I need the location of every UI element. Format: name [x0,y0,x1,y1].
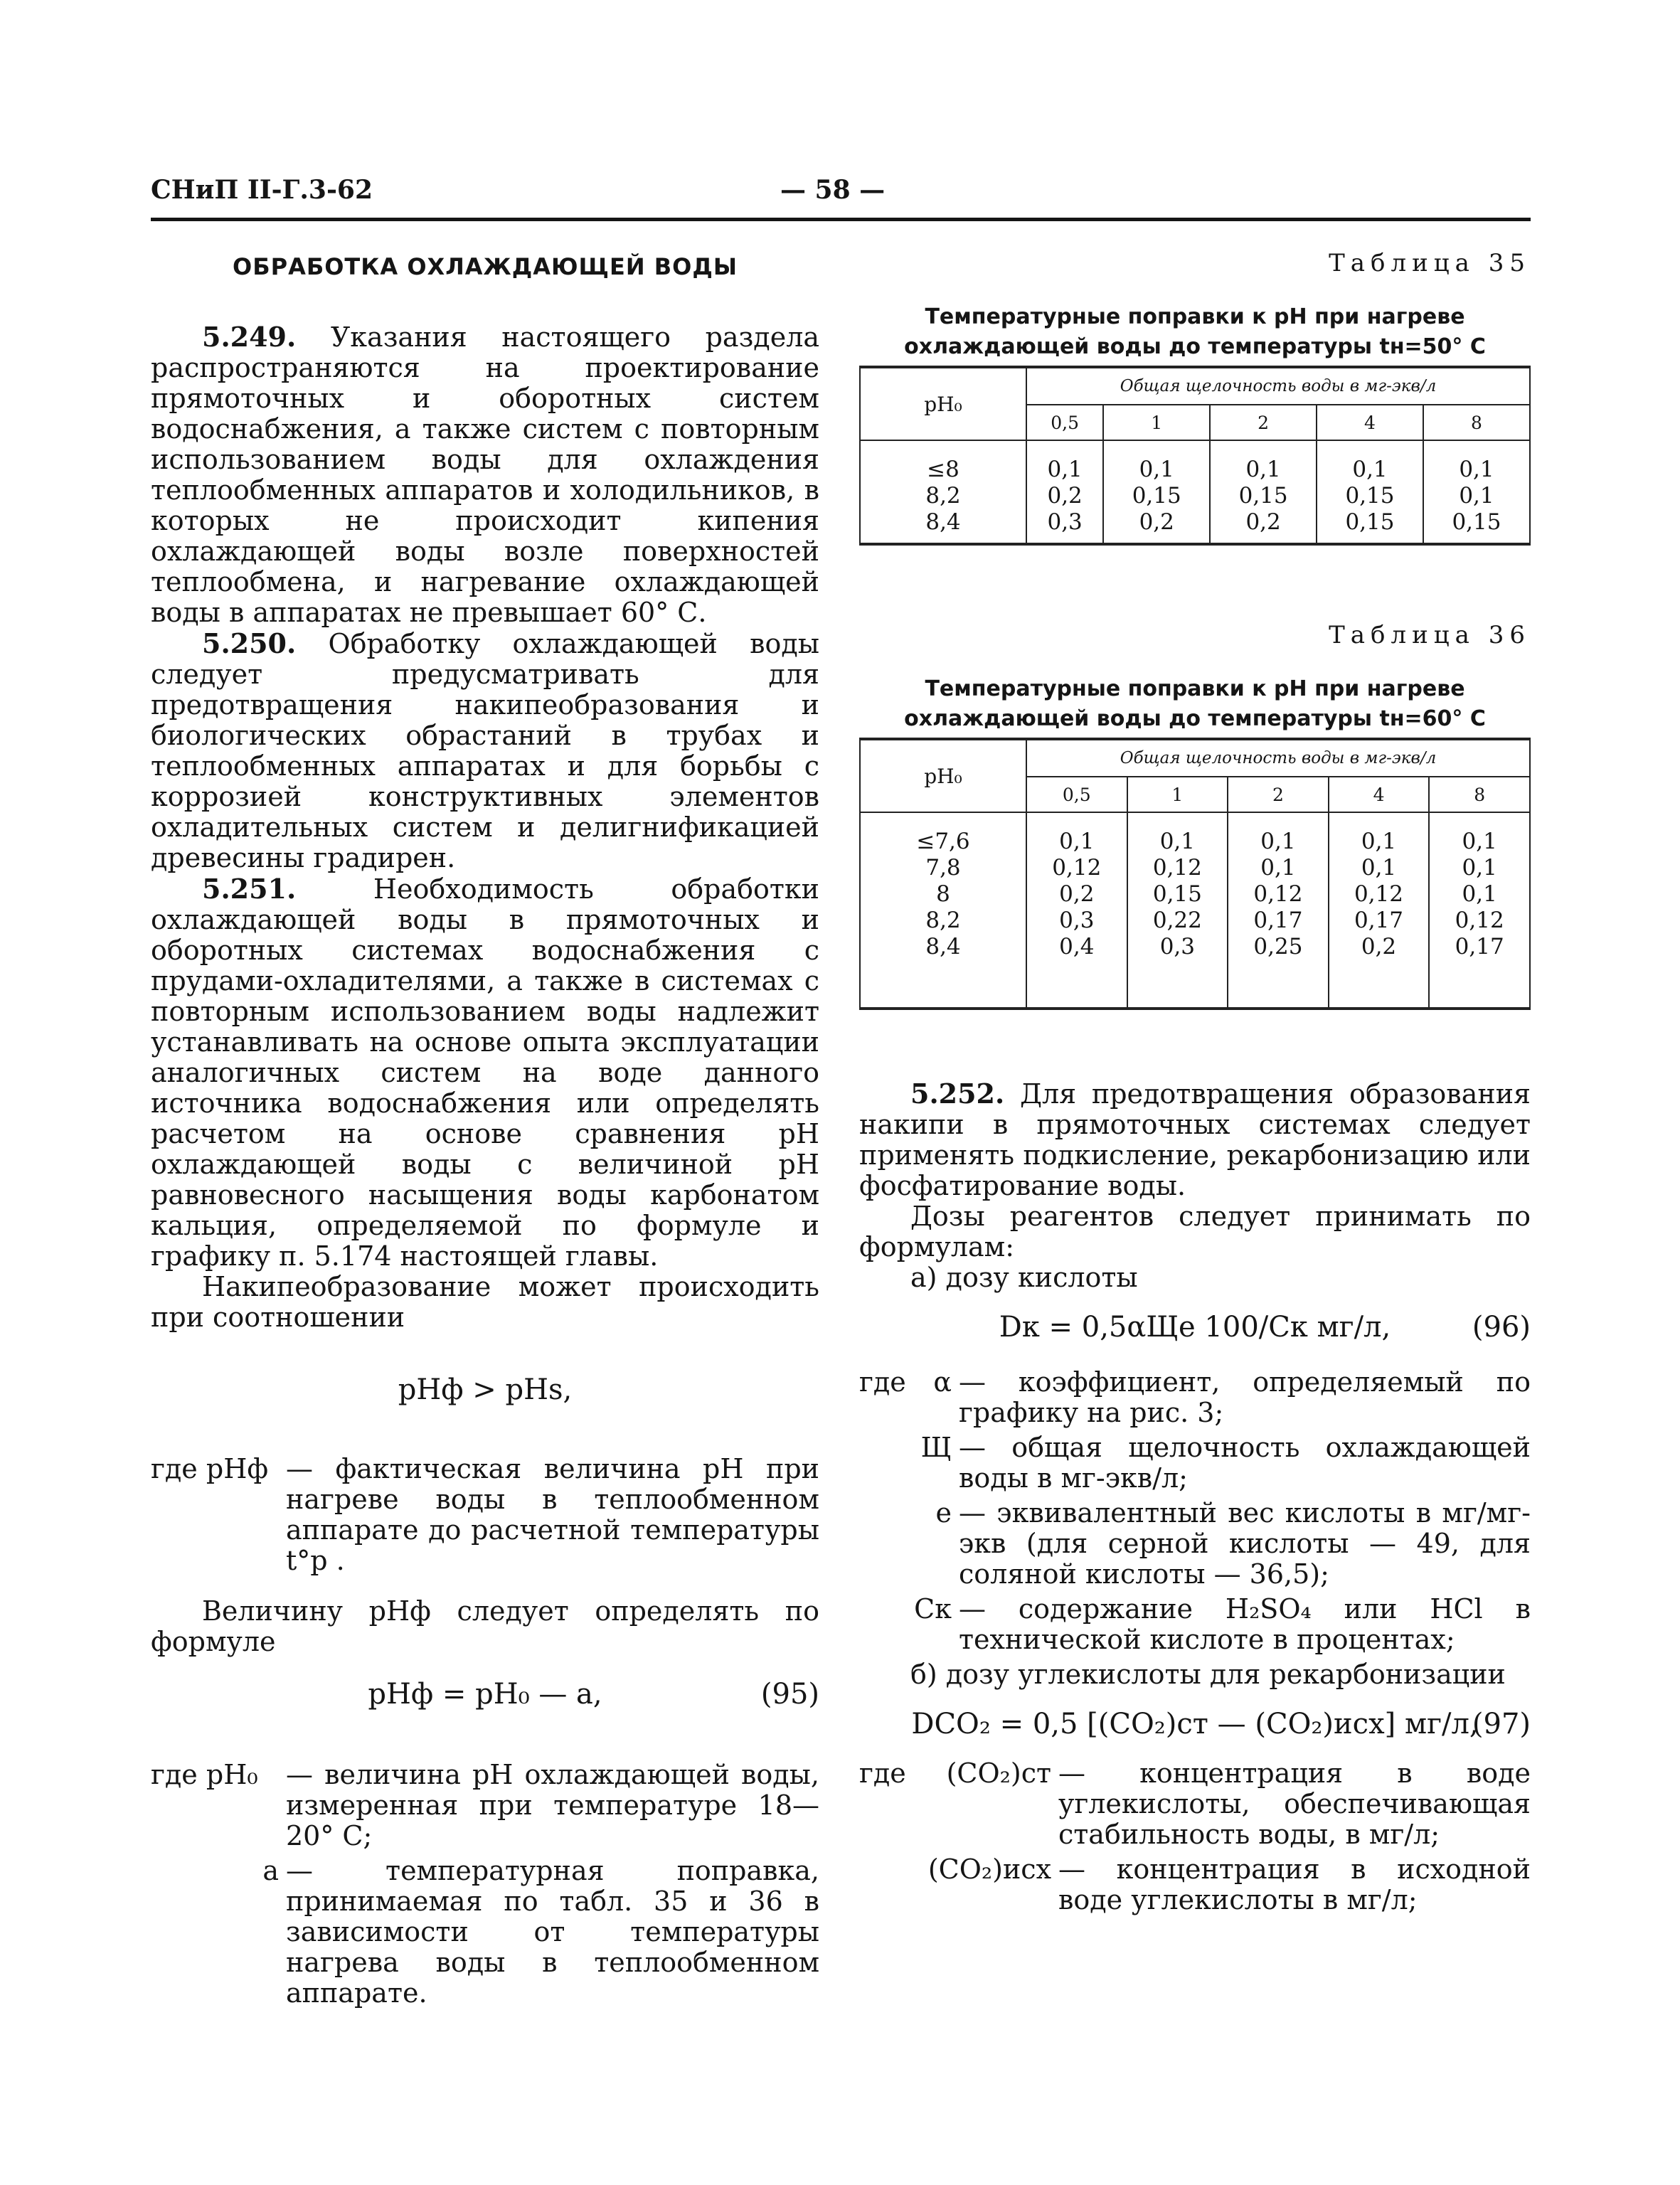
column-values [1228,812,1329,1009]
col-header: 2 [1228,777,1329,812]
cell-value: 0,12 [1455,908,1504,933]
cell-value: 0,1 [1462,881,1497,907]
right-column [859,249,1531,1920]
col-header: 1 [1103,405,1210,440]
where-description: — содержание H₂SO₄ или HCl в технической кислоте в процентах; [959,1593,1531,1655]
where-description: — концентрация в воде углекислоты, обеспечивающая стабильность воды, в мг/л; [1058,1758,1531,1850]
cell-value: 0,1 [1245,457,1281,482]
formula-text: DCO₂ = 0,5 [(CO₂)ст — (CO₂)исх] мг/л, [911,1708,1479,1740]
formula-97 [859,1703,1531,1745]
cell-value: 0,1 [1260,855,1296,881]
formula-ph-condition: pHф > pHs, [398,1373,573,1406]
column-values [1210,440,1317,544]
table-35-block [859,249,1531,546]
cell-value: 0,1 [1462,855,1497,881]
where-ck [859,1594,1531,1655]
paragraph-text: Указания настоящего раздела распространяются на проектирование прямоточных и оборотных систем водоснабжения, а также систем с повторным использованием воды для охлаждения теплообменных аппаратов и холодильников, в которых не происходит кипения охлаждающей воды возле поверхностей теплообмена, и нагревание охлаждающей воды в аппаратах не превышает 60° С. [151,321,819,628]
cell-value: 0,15 [1452,509,1501,535]
where-co2-ish [859,1854,1531,1915]
cell-value: 0,17 [1354,908,1404,933]
paragraph-5-252 [859,1078,1531,1201]
ph-values [860,812,1026,1009]
cell-value: 0,1 [1361,829,1397,854]
cell-value: 0,1 [1139,457,1174,482]
cell-value: 0,3 [1059,908,1095,933]
where-symbol: α [933,1366,952,1398]
col-header: 4 [1329,777,1430,812]
paragraph-5-249 [151,321,819,628]
column-values [1026,440,1103,544]
ph-header: pH₀ [860,739,1026,812]
formula-text: pHф = pH₀ — a, [368,1678,602,1711]
header-rule [151,218,1531,221]
ph-value: 7,8 [925,855,961,881]
cell-value: 0,2 [1361,934,1397,959]
where-shch [859,1432,1531,1494]
table-title-line-2: охлаждающей воды до температуры tн=60° С [904,706,1486,731]
alkalinity-header: Общая щелочность воды в мг-экв/л [1026,739,1530,777]
where-label: где [859,1758,906,1789]
column-values [1026,812,1127,1009]
ph-value: 8,4 [925,509,961,535]
ph-value: 8,2 [925,908,961,933]
column-values [1317,440,1423,544]
document-code: СНиП II-Г.3-62 [151,175,373,205]
right-text [859,1078,1531,1915]
formula-number: (96) [1472,1311,1531,1344]
paragraph-5-250 [151,628,819,873]
section-title: ОБРАБОТКА ОХЛАЖДАЮЩЕЙ ВОДЫ [233,253,738,280]
cell-value: 0,12 [1052,855,1102,881]
col-header: 8 [1423,405,1530,440]
where-a [151,1856,819,2009]
formula-number: (95) [760,1678,819,1711]
paragraph-doses: Дозы реагентов следует принимать по формулам: [859,1201,1531,1262]
cell-value: 0,17 [1253,908,1303,933]
col-header: 4 [1317,405,1423,440]
table-36-block [859,621,1531,1010]
column-values [1423,440,1530,544]
cell-value: 0,15 [1345,483,1395,509]
column-values [1103,440,1210,544]
cell-value: 0,15 [1152,881,1202,907]
page-number: — 58 — [780,175,886,205]
cell-value: 0,1 [1047,457,1083,482]
col-header: 0,5 [1026,777,1127,812]
cell-value: 0,12 [1253,881,1303,907]
cell-value: 0,1 [1159,829,1196,854]
where-alpha [859,1367,1531,1428]
paragraph-text: Необходимость обработки охлаждающей воды в прямоточных и оборотных системах водоснабжения с прудами-охладителями, а также в системах с повторным использованием воды надлежит устанавливать на основе опыта эксплуатации аналогичных систем на воде данного источника водоснабжения или определять расчетом на основе сравнения pH охлаждающей воды с величиной pH равновесного насыщения воды карбонатом кальция, определяемой по формуле и графику п. 5.174 настоящей главы. [151,873,819,1272]
where-description: — фактическая величина pH при нагреве воды в теплообменном аппарате до расчетной температуры t°р . [286,1453,819,1576]
ph-values [860,440,1026,544]
cell-value: 0,1 [1352,457,1388,482]
ph-value: 8,4 [925,934,961,959]
cell-value: 0,15 [1238,483,1288,509]
cell-value: 0,15 [1345,509,1395,535]
clause-number: 5.249. [202,321,297,353]
cell-value: 0,1 [1459,457,1494,482]
where-co2-st [859,1758,1531,1850]
where-label: где pH₀ [151,1759,258,1790]
paragraph-5-251 [151,873,819,1272]
table-35 [859,366,1531,546]
cell-value: 0,4 [1059,934,1095,959]
cell-value: 0,2 [1245,509,1281,535]
where-description: — общая щелочность охлаждающей воды в мг-экв/л; [959,1432,1531,1494]
formula-text: Dк = 0,5αЩe 100/Cк мг/л, [999,1311,1391,1344]
column-values [1429,812,1530,1009]
col-header: 8 [1429,777,1530,812]
cell-value: 0,17 [1455,934,1504,959]
where-symbol: e [935,1497,952,1529]
cell-value: 0,22 [1152,908,1202,933]
cell-value: 0,1 [1361,855,1397,881]
where-e [859,1498,1531,1590]
table-label: Таблица 35 [1329,249,1531,277]
where-symbol: Щ [920,1432,952,1463]
formula-95 [151,1673,819,1716]
table-title-line-1: Температурные поправки к pH при нагреве [925,676,1465,701]
col-header: 1 [1127,777,1228,812]
ph-header: pH₀ [860,367,1026,440]
clause-number: 5.250. [202,627,297,659]
cell-value: 0,2 [1047,483,1083,509]
where-symbol: (CO₂)исх [927,1854,1051,1885]
cell-value: 0,25 [1253,934,1303,959]
where-description: — температурная поправка, принимаемая по табл. 35 и 36 в зависимости от температуры нагрева воды в теплообменном аппарате. [286,1855,819,2009]
paragraph-text: Для предотвращения образования накипи в прямоточных системах следует применять подкисление, рекарбонизацию или фосфатирование воды. [859,1078,1531,1201]
paragraph-scale-condition: Накипеобразование может происходить при соотношении [151,1271,819,1333]
cell-value: 0,15 [1132,483,1181,509]
where-description: — коэффициент, определяемый по графику на рис. 3; [959,1366,1531,1428]
where-ph-f [151,1454,819,1576]
cell-value: 0,1 [1459,483,1494,509]
clause-number: 5.252. [910,1078,1005,1110]
left-column [151,249,819,2013]
cell-value: 0,1 [1059,829,1095,854]
col-header: 2 [1210,405,1317,440]
cell-value: 0,3 [1159,934,1196,959]
where-label: где [859,1366,906,1398]
where-description: — эквивалентный вес кислоты в мг/мг-экв (для серной кислоты — 49, для соляной кислоты — 36,5); [959,1497,1531,1590]
ph-value: ≤8 [927,457,959,482]
ph-value: 8,2 [925,483,961,509]
cell-value: 0,1 [1260,829,1296,854]
cell-value: 0,1 [1462,829,1497,854]
cell-value: 0,2 [1059,881,1095,907]
cell-value: 0,3 [1047,509,1083,535]
where-label: где pHф [151,1453,269,1484]
cell-value: 0,12 [1354,881,1404,907]
clause-number: 5.251. [202,873,297,905]
where-symbol: a [262,1855,279,1886]
where-description: — величина pH охлаждающей воды, измеренная при температуре 18—20° С; [286,1759,819,1851]
item-b: б) дозу углекислоты для рекарбонизации [910,1659,1506,1690]
col-header: 0,5 [1026,405,1103,440]
alkalinity-header: Общая щелочность воды в мг-экв/л [1026,367,1530,405]
where-description: — концентрация в исходной воде углекислоты в мг/л; [1058,1854,1531,1915]
paragraph-text: Обработку охлаждающей воды следует предусматривать для предотвращения накипеобразования и биологических обрастаний в трубах и теплообменных аппаратах и для борьбы с коррозией конструктивных элементов охладительных систем и делигнификацией древесины градирен. [151,628,819,873]
column-values [1329,812,1430,1009]
formula-number: (97) [1472,1708,1531,1740]
table-title-line-1: Температурные поправки к pH при нагреве [925,304,1465,329]
ph-value: ≤7,6 [916,829,970,854]
cell-value: 0,2 [1139,509,1174,535]
where-ph-0 [151,1760,819,1851]
where-symbol: (CO₂)ст [946,1758,1051,1789]
paragraph-ph-f-value: Величину pHф следует определять по формуле [151,1595,819,1657]
item-a: а) дозу кислоты [910,1262,1138,1293]
page-header [151,175,1531,218]
table-label: Таблица 36 [1329,621,1531,649]
column-values [1127,812,1228,1009]
table-title-line-2: охлаждающей воды до температуры tн=50° С [904,334,1486,359]
where-symbol: Cк [914,1593,952,1625]
cell-value: 0,12 [1152,855,1202,881]
ph-value: 8 [936,881,950,907]
formula-96 [859,1306,1531,1349]
table-36 [859,738,1531,1010]
